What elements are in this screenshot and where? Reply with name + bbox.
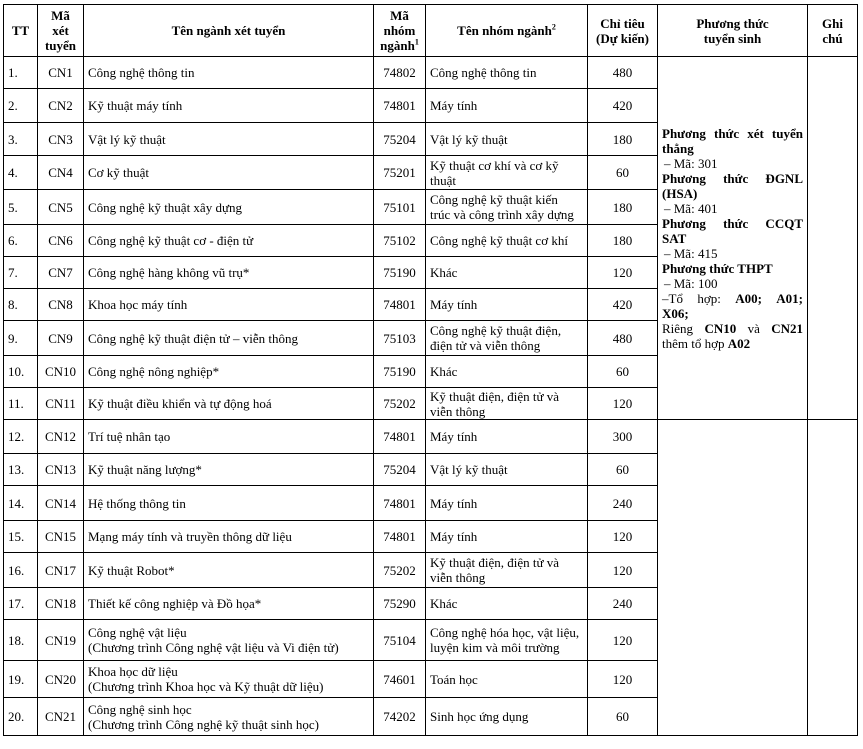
row-quota: 60 bbox=[588, 454, 658, 486]
row-group-name-line: Kỹ thuật điện, điện tử và bbox=[430, 388, 560, 404]
row-name-line: (Chương trình Công nghệ kỹ thuật sinh học) bbox=[88, 716, 319, 732]
row-name-line: Kỹ thuật năng lượng* bbox=[88, 462, 202, 477]
header-note-line-2: chú bbox=[822, 30, 843, 46]
row-name bbox=[84, 486, 374, 521]
row-quota: 480 bbox=[588, 57, 658, 89]
method-hsa-title: Phương thức ĐGNL bbox=[662, 170, 803, 186]
method-direct-title: Phương thức xét tuyển bbox=[662, 125, 803, 141]
row-name bbox=[84, 388, 374, 420]
header-code bbox=[38, 5, 84, 57]
row-group-name bbox=[426, 190, 588, 225]
row-group-name-line: Vật lý kỹ thuật bbox=[430, 131, 508, 147]
row-quota: 60 bbox=[588, 698, 658, 736]
row-name bbox=[84, 190, 374, 225]
row-name-line: Công nghệ kỹ thuật điện tử – viễn thông bbox=[88, 330, 298, 346]
row-group-code: 75202 bbox=[374, 553, 426, 588]
method-special-2: thêm tổ hợp A02 bbox=[662, 335, 751, 351]
row-tt: 15. bbox=[4, 521, 38, 553]
header-method bbox=[658, 5, 808, 57]
row-name bbox=[84, 356, 374, 388]
row-code: CN20 bbox=[38, 661, 84, 698]
method-special: Riêng CN10 và CN21 bbox=[662, 320, 804, 336]
row-code: CN13 bbox=[38, 454, 84, 486]
row-group-code: 74801 bbox=[374, 486, 426, 521]
row-tt: 3. bbox=[4, 123, 38, 156]
row-name bbox=[84, 454, 374, 486]
header-method-line-2: tuyển sinh bbox=[703, 30, 762, 46]
header-group-name-text: Tên nhóm ngành bbox=[457, 23, 552, 38]
row-group-code: 75103 bbox=[374, 321, 426, 356]
row-name-line: Công nghệ sinh học bbox=[88, 701, 192, 717]
row-group-name-line: Công nghệ kỹ thuật kiến bbox=[430, 192, 558, 207]
row-group-name bbox=[426, 454, 588, 486]
header-tt: TT bbox=[4, 5, 38, 57]
row-quota: 480 bbox=[588, 321, 658, 356]
row-group-code: 74801 bbox=[374, 420, 426, 454]
row-name-line: Kỹ thuật máy tính bbox=[88, 98, 183, 113]
row-tt: 17. bbox=[4, 588, 38, 620]
row-name-line: Thiết kế công nghiệp và Đồ họa* bbox=[88, 596, 262, 611]
row-group-name bbox=[426, 661, 588, 698]
row-name-line: Công nghệ nông nghiệp* bbox=[88, 364, 220, 379]
row-code: CN19 bbox=[38, 620, 84, 661]
row-group-name-line: điện tử và viễn thông bbox=[430, 338, 541, 353]
row-group-code: 75202 bbox=[374, 388, 426, 420]
row-name-line: Kỹ thuật điều khiển và tự động hoá bbox=[88, 396, 272, 411]
row-group-code: 74802 bbox=[374, 57, 426, 89]
row-group-name bbox=[426, 156, 588, 190]
admission-table bbox=[3, 4, 858, 736]
row-quota: 180 bbox=[588, 225, 658, 257]
row-group-code: 74801 bbox=[374, 89, 426, 123]
row-group-code: 75102 bbox=[374, 225, 426, 257]
row-group-code: 75204 bbox=[374, 454, 426, 486]
row-tt: 6. bbox=[4, 225, 38, 257]
row-tt: 2. bbox=[4, 89, 38, 123]
row-name bbox=[84, 620, 374, 661]
header-code-line-2: xét bbox=[52, 23, 69, 38]
row-group-name-line: thuật bbox=[430, 172, 456, 188]
row-group-code: 75290 bbox=[374, 588, 426, 620]
row-group-code: 75101 bbox=[374, 190, 426, 225]
row-group-code: 75104 bbox=[374, 620, 426, 661]
header-code-line-3: tuyển bbox=[44, 38, 77, 53]
row-group-name-line: Máy tính bbox=[430, 495, 478, 511]
row-name-line: Mạng máy tính và truyền thông dữ liệu bbox=[88, 529, 292, 544]
row-name-line: Công nghệ kỹ thuật cơ - điện tử bbox=[88, 233, 254, 248]
row-code: CN5 bbox=[38, 190, 84, 225]
row-group-name-line: Kỹ thuật điện, điện tử và bbox=[430, 555, 560, 570]
note-cell bbox=[808, 57, 858, 420]
row-quota: 120 bbox=[588, 620, 658, 661]
row-group-name bbox=[426, 257, 588, 289]
row-name bbox=[84, 57, 374, 89]
row-group-code: 74801 bbox=[374, 521, 426, 553]
header-note bbox=[808, 5, 858, 57]
row-group-name bbox=[426, 698, 588, 736]
row-name-line: Công nghệ hàng không vũ trụ* bbox=[88, 265, 250, 280]
row-group-code: 74601 bbox=[374, 661, 426, 698]
row-group-name-line: Sinh học ứng dụng bbox=[430, 709, 529, 724]
row-name-line: Vật lý kỹ thuật bbox=[88, 131, 166, 147]
row-group-name-line: Máy tính bbox=[430, 429, 478, 444]
row-quota: 120 bbox=[588, 553, 658, 588]
row-code: CN18 bbox=[38, 588, 84, 620]
row-group-code: 74801 bbox=[374, 289, 426, 321]
row-name-line: (Chương trình Khoa học và Kỹ thuật dữ liệu) bbox=[88, 679, 324, 694]
row-code: CN11 bbox=[38, 388, 84, 420]
method-thpt-combos: –Tổ hợp: A00; A01; bbox=[662, 290, 803, 306]
row-group-name-line: trúc và công trình xây dựng bbox=[430, 207, 574, 222]
row-name bbox=[84, 257, 374, 289]
row-name-line: Kỹ thuật Robot* bbox=[88, 562, 175, 578]
row-group-name bbox=[426, 57, 588, 89]
row-code: CN3 bbox=[38, 123, 84, 156]
row-quota: 240 bbox=[588, 486, 658, 521]
row-group-name-line: Vật lý kỹ thuật bbox=[430, 462, 508, 477]
row-group-name-line: Máy tính bbox=[430, 98, 478, 113]
row-group-name bbox=[426, 225, 588, 257]
header-group-name bbox=[426, 5, 588, 57]
row-code: CN6 bbox=[38, 225, 84, 257]
row-name-line: Công nghệ vật liệu bbox=[88, 625, 187, 640]
row-group-name-line: Kỹ thuật cơ khí và cơ kỹ bbox=[430, 157, 559, 173]
row-name-line: Cơ kỹ thuật bbox=[88, 165, 150, 180]
row-tt: 18. bbox=[4, 620, 38, 661]
row-name bbox=[84, 588, 374, 620]
row-group-name-line: Công nghệ hóa học, vật liệu, bbox=[430, 625, 580, 640]
row-name bbox=[84, 289, 374, 321]
method-sat-title: Phương thức CCQT bbox=[662, 215, 803, 231]
row-tt: 14. bbox=[4, 486, 38, 521]
row-quota: 120 bbox=[588, 388, 658, 420]
method-cell-continued bbox=[658, 420, 808, 736]
row-tt: 13. bbox=[4, 454, 38, 486]
row-name bbox=[84, 553, 374, 588]
header-group-code bbox=[374, 5, 426, 57]
row-group-code: 75204 bbox=[374, 123, 426, 156]
method-sat-code: – Mã: 415 bbox=[664, 245, 718, 261]
row-quota: 120 bbox=[588, 521, 658, 553]
row-code: CN4 bbox=[38, 156, 84, 190]
table-body bbox=[4, 57, 858, 736]
table-row bbox=[4, 420, 858, 454]
row-quota: 420 bbox=[588, 289, 658, 321]
row-group-name-line: Máy tính bbox=[430, 297, 478, 312]
header-note-line-1: Ghi bbox=[822, 15, 843, 31]
row-quota: 240 bbox=[588, 588, 658, 620]
row-group-name bbox=[426, 89, 588, 123]
header-name: Tên ngành xét tuyển bbox=[84, 5, 374, 57]
row-name bbox=[84, 698, 374, 736]
row-tt: 1. bbox=[4, 57, 38, 89]
row-group-name bbox=[426, 620, 588, 661]
row-code: CN10 bbox=[38, 356, 84, 388]
row-group-name bbox=[426, 123, 588, 156]
row-group-code: 75190 bbox=[374, 356, 426, 388]
header-method-line-1: Phương thức bbox=[696, 15, 769, 31]
method-hsa-code: – Mã: 401 bbox=[664, 200, 718, 216]
header-quota-line-2: (Dự kiến) bbox=[596, 30, 649, 46]
row-tt: 19. bbox=[4, 661, 38, 698]
row-quota: 120 bbox=[588, 257, 658, 289]
row-group-name-line: Máy tính bbox=[430, 529, 478, 544]
row-name bbox=[84, 89, 374, 123]
row-name bbox=[84, 156, 374, 190]
row-group-name-line: luyện kim và môi trường bbox=[430, 640, 560, 655]
row-group-code: 75201 bbox=[374, 156, 426, 190]
row-tt: 9. bbox=[4, 321, 38, 356]
row-name-line: Hệ thống thông tin bbox=[88, 495, 186, 511]
header-row bbox=[4, 5, 858, 57]
method-cell bbox=[658, 57, 808, 420]
row-code: CN17 bbox=[38, 553, 84, 588]
method-direct-title-2: thẳng bbox=[662, 140, 694, 156]
row-group-code: 75190 bbox=[374, 257, 426, 289]
row-group-code: 74202 bbox=[374, 698, 426, 736]
row-group-name-line: Công nghệ kỹ thuật cơ khí bbox=[430, 233, 568, 248]
row-code: CN12 bbox=[38, 420, 84, 454]
row-name-line: Khoa học dữ liệu bbox=[88, 664, 178, 679]
header-group-code-line-1: Mã bbox=[390, 8, 409, 23]
row-group-name bbox=[426, 289, 588, 321]
row-name bbox=[84, 661, 374, 698]
row-quota: 300 bbox=[588, 420, 658, 454]
row-tt: 12. bbox=[4, 420, 38, 454]
row-code: CN9 bbox=[38, 321, 84, 356]
method-thpt-combos-2: X06; bbox=[662, 305, 689, 321]
row-tt: 8. bbox=[4, 289, 38, 321]
method-thpt-title: Phương thức THPT bbox=[662, 260, 773, 276]
row-code: CN8 bbox=[38, 289, 84, 321]
table-row bbox=[4, 57, 858, 89]
row-group-name bbox=[426, 553, 588, 588]
row-quota: 120 bbox=[588, 661, 658, 698]
row-group-name-line: Công nghệ thông tin bbox=[430, 65, 537, 80]
row-code: CN1 bbox=[38, 57, 84, 89]
row-group-name-line: Khác bbox=[430, 364, 458, 379]
header-group-code-line-3: ngành bbox=[380, 38, 415, 53]
header-quota bbox=[588, 5, 658, 57]
row-group-name-line: Khác bbox=[430, 596, 458, 611]
row-group-name bbox=[426, 486, 588, 521]
row-tt: 20. bbox=[4, 698, 38, 736]
header-group-code-line-2: nhóm bbox=[383, 23, 416, 38]
row-tt: 11. bbox=[4, 388, 38, 420]
row-tt: 4. bbox=[4, 156, 38, 190]
row-quota: 180 bbox=[588, 190, 658, 225]
row-code: CN21 bbox=[38, 698, 84, 736]
row-group-name-line: Công nghệ kỹ thuật điện, bbox=[430, 323, 562, 338]
row-quota: 180 bbox=[588, 123, 658, 156]
row-tt: 10. bbox=[4, 356, 38, 388]
method-sat-title-2: SAT bbox=[662, 230, 687, 246]
row-group-name bbox=[426, 420, 588, 454]
row-quota: 420 bbox=[588, 89, 658, 123]
row-name bbox=[84, 321, 374, 356]
method-thpt-code: – Mã: 100 bbox=[664, 275, 718, 291]
row-name-line: Công nghệ kỹ thuật xây dựng bbox=[88, 199, 243, 215]
row-group-name bbox=[426, 521, 588, 553]
row-group-name bbox=[426, 588, 588, 620]
row-group-name-line: viễn thông bbox=[430, 403, 486, 419]
header-group-name-footnote: 2 bbox=[551, 22, 556, 32]
row-code: CN7 bbox=[38, 257, 84, 289]
row-group-name bbox=[426, 321, 588, 356]
row-name bbox=[84, 123, 374, 156]
row-quota: 60 bbox=[588, 156, 658, 190]
method-direct-code: – Mã: 301 bbox=[664, 155, 718, 171]
row-name-line: (Chương trình Công nghệ vật liệu và Vi điện tử) bbox=[88, 640, 339, 655]
row-name-line: Khoa học máy tính bbox=[88, 297, 188, 312]
row-tt: 7. bbox=[4, 257, 38, 289]
header-code-line-1: Mã bbox=[51, 8, 70, 23]
row-name-line: Trí tuệ nhân tạo bbox=[88, 429, 171, 444]
note-cell-continued bbox=[808, 420, 858, 736]
row-code: CN14 bbox=[38, 486, 84, 521]
row-group-name-line: Khác bbox=[430, 265, 458, 280]
method-hsa-title-2: (HSA) bbox=[662, 185, 698, 201]
row-group-name bbox=[426, 388, 588, 420]
header-quota-line-1: Chỉ tiêu bbox=[600, 15, 645, 31]
row-code: CN2 bbox=[38, 89, 84, 123]
row-group-name bbox=[426, 356, 588, 388]
row-name-line: Công nghệ thông tin bbox=[88, 65, 195, 80]
row-code: CN15 bbox=[38, 521, 84, 553]
row-quota: 60 bbox=[588, 356, 658, 388]
row-group-name-line: Toán học bbox=[430, 671, 478, 687]
row-tt: 16. bbox=[4, 553, 38, 588]
row-name bbox=[84, 225, 374, 257]
row-group-name-line: viễn thông bbox=[430, 570, 486, 585]
header-group-code-footnote: 1 bbox=[414, 37, 419, 47]
row-tt: 5. bbox=[4, 190, 38, 225]
row-name bbox=[84, 521, 374, 553]
row-name bbox=[84, 420, 374, 454]
